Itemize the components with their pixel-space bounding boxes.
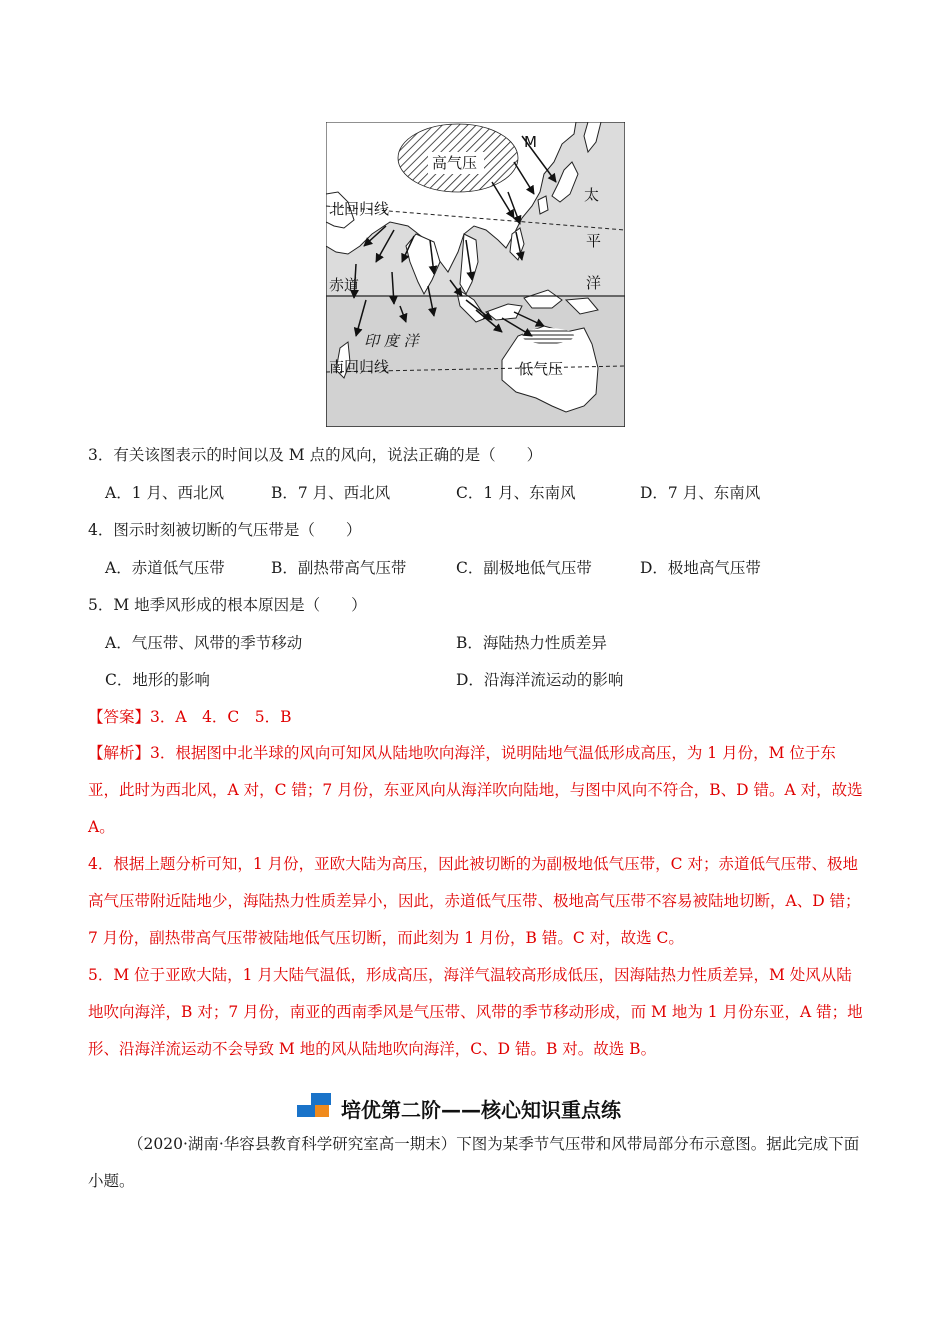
monsoon-map — [326, 122, 625, 427]
map-label-tropic-south: 南回归线 — [329, 358, 390, 376]
question-4-option-a[interactable]: A．赤道低气压带 — [105, 559, 225, 577]
question-4-option-d[interactable]: D．极地高气压带 — [640, 559, 761, 577]
question-5-option-c[interactable]: C．地形的影响 — [105, 671, 210, 689]
question-5-option-d[interactable]: D．沿海洋流运动的影响 — [456, 671, 624, 689]
question-3-option-a[interactable]: A．1 月、西北风 — [105, 484, 224, 502]
question-5-option-a[interactable]: A．气压带、风带的季节移动 — [105, 634, 303, 652]
analysis-paragraph-5: 5．M 位于亚欧大陆，1 月大陆气温低，形成高压，海洋气温较高形成低压，因海陆热力性质差异，M 处风从陆地吹向海洋，B 对；7 月份，南亚的西南季风是气压带、风带的季节移动形成，而 M 地为 1 月份东亚，A 错；地形、沿海洋流运动不会导致 M 地的风从陆地吹向海洋，C、D 错。B 对。故选 B。 — [88, 966, 863, 1058]
map-label-m: M — [524, 133, 537, 151]
intro-paragraph: （2020·湖南·华容县教育科学研究室高一期末）下图为某季节气压带和风带局部分布示意图。据此完成下面小题。 — [88, 1135, 860, 1190]
map-figure — [326, 122, 625, 427]
map-label-indian-ocean: 印 度 洋 — [364, 332, 419, 350]
map-label-pacific-1: 太 — [584, 186, 600, 204]
question-3-option-d[interactable]: D．7 月、东南风 — [640, 484, 761, 502]
question-3-option-c[interactable]: C．1 月、东南风 — [456, 484, 576, 502]
map-label-pacific-2: 平 — [586, 232, 602, 250]
question-5-option-b[interactable]: B．海陆热力性质差异 — [456, 634, 607, 652]
analysis-paragraph-3 — [88, 735, 864, 846]
question-4-stem: 4．图示时刻被切断的气压带是（ ） — [88, 521, 362, 539]
map-label-low-pressure: 低气压 — [518, 360, 564, 378]
question-4-option-b[interactable]: B．副热带高气压带 — [271, 559, 407, 577]
question-3-stem: 3．有关该图表示的时间以及 M 点的风向，说法正确的是（ ） — [88, 446, 543, 464]
question-5-stem: 5．M 地季风形成的根本原因是（ ） — [88, 596, 367, 614]
analysis-text-3: 3．根据图中北半球的风向可知风从陆地吹向海洋，说明陆地气温低形成高压，为 1 月份，M 位于东亚，此时为西北风，A 对，C 错；7 月份，东亚风向从海洋吹向陆地，与图中风向不符合，B、D 错。A 对，故选 A。 — [88, 744, 863, 836]
map-label-pacific-3: 洋 — [586, 274, 602, 292]
answer-line — [88, 707, 292, 727]
map-label-high-pressure: 高气压 — [432, 154, 478, 172]
answer-label: 【答案】 — [88, 708, 151, 726]
map-label-tropic-north: 北回归线 — [329, 200, 390, 218]
question-4-option-c[interactable]: C．副极地低气压带 — [456, 559, 592, 577]
answer-text: 3．A 4．C 5．B — [150, 708, 292, 726]
section-heading — [297, 1088, 621, 1128]
map-label-equator: 赤道 — [329, 276, 360, 294]
analysis-paragraph-4: 4．根据上题分析可知，1 月份，亚欧大陆为高压，因此被切断的为副极地低气压带，C 对；赤道低气压带、极地高气压带附近陆地少，海陆热力性质差异小，因此，赤道低气压带、极地高气压带不容易被陆地切断，A、D 错；7 月份，副热带高气压带被陆地低气压切断，而此刻为 1 月份，B 错。C 对，故选 C。 — [88, 855, 861, 947]
question-3-option-b[interactable]: B．7 月、西北风 — [271, 484, 391, 502]
analysis-label: 【解析】 — [88, 744, 151, 762]
section-logo-icon — [297, 1091, 333, 1125]
section-title: 培优第二阶——核心知识重点练 — [341, 1097, 621, 1122]
